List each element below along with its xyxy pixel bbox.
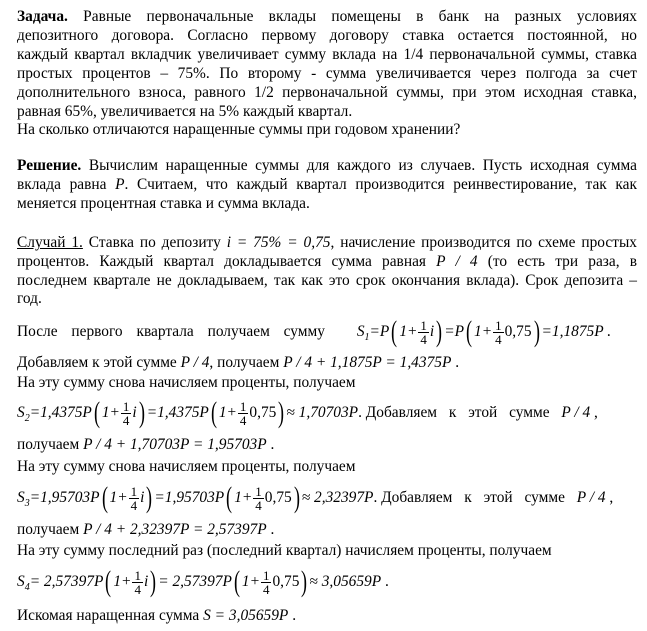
task-line-2: депозитного договора. Согласно первому договору ставка остается постоянной, но — [17, 27, 637, 44]
add1-expr: P / 4 + 1,1875P = 1,4375P — [283, 354, 452, 371]
add3-expr: P / 4 + 2,32397P = 2,57397P — [83, 521, 267, 538]
case1-text-1a: Ставка по депозиту — [82, 234, 221, 251]
task-line-4: простых процентов – 75%. По второму - сумма увеличивается через полгода за счет — [17, 65, 637, 82]
final-text: Искомая наращенная сумма — [17, 607, 200, 624]
solution-line-2 — [17, 176, 637, 194]
add2-line: получаем P / 4 + 1,70703P = 1,95703P . — [17, 436, 275, 453]
task-label: Задача. — [17, 8, 68, 25]
solution-label: Решение. — [17, 157, 82, 174]
add2-text: Добавляем к этой сумме — [365, 404, 550, 421]
add2-frac: P / 4 — [561, 404, 591, 421]
s4-coef: = 2,57397P — [29, 573, 104, 590]
final-line: Искомая наращенная сумма S = 3,05659P . — [17, 607, 297, 624]
var-P: P — [115, 176, 125, 193]
s1-line — [17, 314, 637, 354]
task-line-6: равная 65%, увеличивается на 5% каждый квартал. — [17, 103, 353, 120]
task-question: На сколько отличаются наращенные суммы при годовом хранении? — [17, 121, 461, 138]
s3-formula: $S_3=1,95703P$( 1+ $\frac{1}{4}$ i) =1,95703P( 1+ $\frac{1}{4}$ 0,75) ≈ 2,32397P — [17, 481, 374, 515]
after-first-text: После первого квартала получаем сумму — [17, 323, 325, 340]
solution-line-3: меняется процентная ставка и сумма вклада. — [17, 195, 310, 212]
add1-text: Добавляем к этой сумме — [17, 354, 177, 371]
add2-expr: P / 4 + 1,70703P = 1,95703P — [83, 436, 267, 453]
add1-line: Добавляем к этой сумме P / 4, получаем P / 4 + 1,1875P = 1,4375P . — [17, 354, 460, 371]
case1-line-2 — [17, 253, 637, 271]
solution-line-1 — [17, 157, 637, 175]
last-line: На эту сумму последний раз (последний квартал) начисляем проценты, получаем — [17, 542, 552, 559]
s4-coef-2: = 2,57397P — [158, 573, 232, 590]
case1-line-1 — [17, 234, 637, 252]
add3-text: Добавляем к этой сумме — [381, 489, 565, 506]
case1-label: Случай 1. — [17, 234, 83, 251]
s1-formula: $S_1=P$( 1+ $\frac{1}{4}$ i) =P( 1+ $\frac{1}{4}$ 0,75) =1,1875P . — [356, 315, 612, 349]
s4-line: $S_4= 2,57397P$( 1+ $\frac{1}{4}$ i) = 2,57397P( 1+ $\frac{1}{4}$ 0,75) ≈ 3,05659P . — [17, 565, 389, 599]
add3-line: получаем P / 4 + 2,32397P = 2,57397P . — [17, 521, 275, 538]
rate-expr: i = 75% = 0,75 — [226, 234, 331, 251]
add3-frac: P / 4 — [576, 489, 606, 506]
s3-result: ≈ 2,32397P — [301, 489, 374, 506]
s2-line: $S_2=1,4375P$( 1+ $\frac{1}{4}$ i) =1,4375P( 1+ $\frac{1}{4}$ 0,75) ≈ 1,70703P. Добавляем к этой сумме P / 4 , — [17, 396, 598, 430]
solution-text-2a: вклада равна — [17, 176, 107, 193]
case1-line-3: последнем квартале не докладываем, так как это срок окончания вклада). Срок депозита – — [17, 272, 637, 289]
quarter-deposit-expr: P / 4 — [436, 253, 478, 270]
s4-formula: $S_4= 2,57397P$( 1+ $\frac{1}{4}$ i) = 2,57397P( 1+ $\frac{1}{4}$ 0,75) ≈ 3,05659P — [17, 565, 382, 599]
case1-line-4: год. — [17, 290, 42, 307]
s4-result: ≈ 3,05659P — [309, 573, 382, 590]
again-line-1: На эту сумму снова начисляем проценты, получаем — [17, 374, 356, 391]
task-line-5: дополнительного взноса, равного 1/2 первоначальной суммы, при этом исходная ставка, — [17, 84, 637, 101]
got-text-2: получаем — [17, 436, 80, 453]
solution-text-1: Вычислим наращенные суммы для каждого из случаев. Пусть исходная сумма — [81, 157, 637, 174]
add1-mid: , получаем — [209, 354, 280, 371]
s3-line: $S_3=1,95703P$( 1+ $\frac{1}{4}$ i) =1,95703P( 1+ $\frac{1}{4}$ 0,75) ≈ 2,32397P. Добавляем к этой сумме P / 4 , — [17, 481, 614, 515]
final-expr: S = 3,05659P — [203, 607, 289, 624]
s1-result: =1,1875P — [541, 323, 604, 340]
task-line-1 — [17, 8, 637, 26]
case1-text-1b: , начисление производится по схеме простых — [330, 234, 637, 251]
s3-coef-2: =1,95703P — [154, 489, 225, 506]
task-line-3: каждый квартал вкладчик увеличивает сумму вклада на 1/4 первоначальной суммы, ставка — [17, 46, 637, 63]
s2-coef-2: =1,4375P — [146, 404, 209, 421]
s2-result: ≈ 1,70703P — [286, 404, 359, 421]
task-text-1: Равные первоначальные вклады помещены в банк на разных условиях — [67, 8, 637, 25]
s2-formula: $S_2=1,4375P$( 1+ $\frac{1}{4}$ i) =1,4375P( 1+ $\frac{1}{4}$ 0,75) ≈ 1,70703P — [17, 396, 359, 430]
got-text-3: получаем — [17, 521, 80, 538]
case1-text-2a: процентов. Каждый квартал докладывается сумма равная — [17, 253, 426, 270]
again-line-2: На эту сумму снова начисляем проценты, получаем — [17, 458, 356, 475]
solution-text-2b: . Считаем, что каждый квартал производится реинвестирование, так как — [124, 176, 637, 193]
s2-coef: =1,4375P — [29, 404, 92, 421]
case1-text-2b: (то есть три раза, в — [487, 253, 637, 270]
s3-coef: =1,95703P — [29, 489, 100, 506]
add1-frac: P / 4 — [180, 354, 210, 371]
